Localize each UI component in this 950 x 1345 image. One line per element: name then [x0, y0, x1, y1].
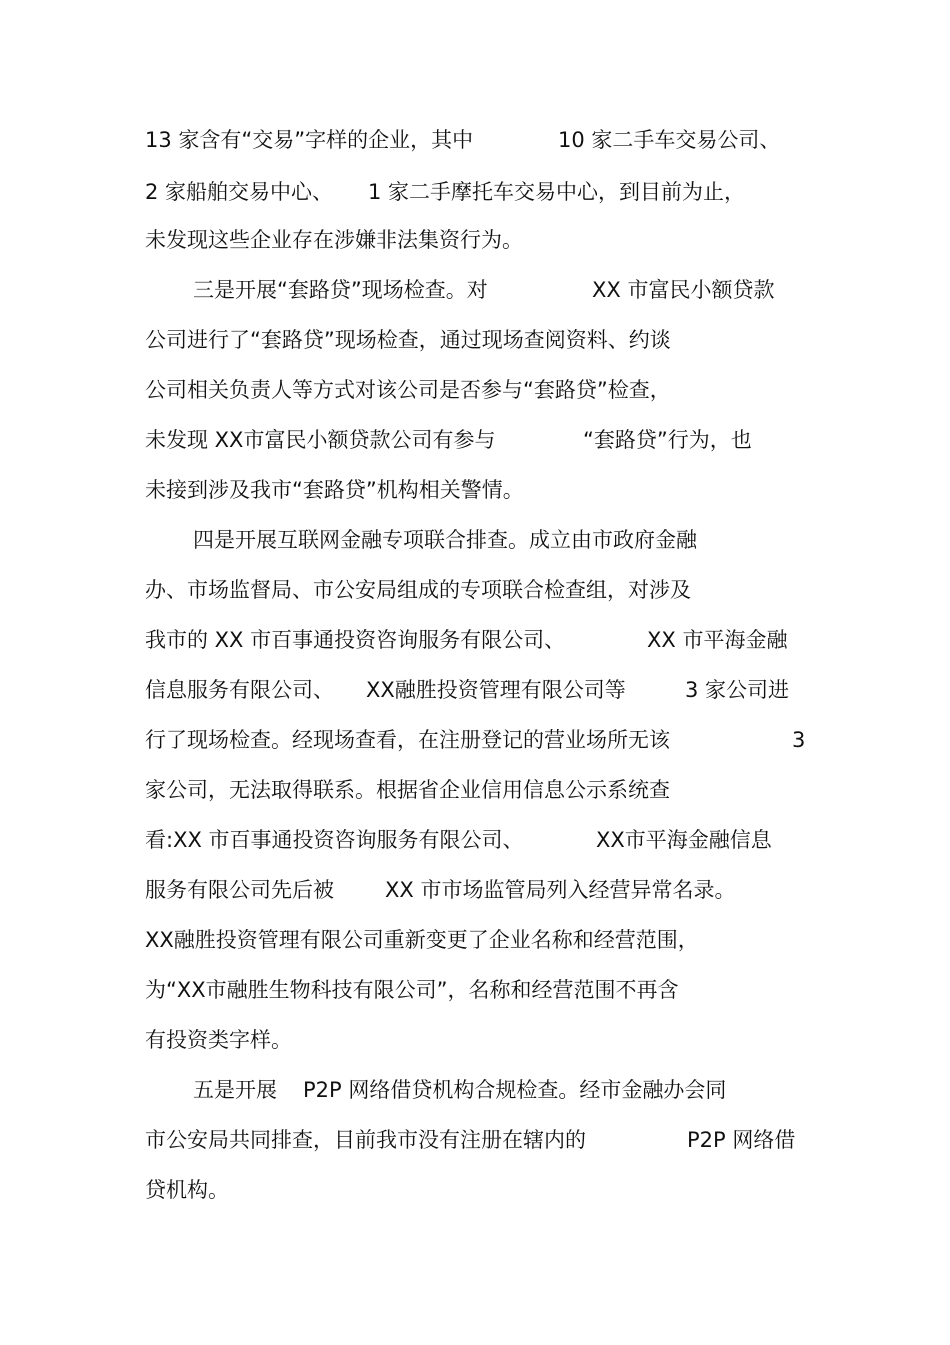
text-segment: XX 市平海金融 — [647, 628, 788, 652]
text-segment: XX融胜投资管理有限公司重新变更了企业名称和经营范围， — [145, 928, 699, 952]
text-segment: 我市的 XX 市百事通投资咨询服务有限公司、 — [145, 628, 566, 652]
text-line — [0, 573, 950, 607]
text-segment: 公司相关负责人等方式对该公司是否参与“套路贷”检查， — [145, 378, 671, 402]
text-segment: 公司进行了“套路贷”现场检查，通过现场查阅资料、约谈 — [145, 328, 671, 352]
text-segment: “套路贷”行为，也 — [583, 428, 752, 452]
text-line — [0, 273, 950, 307]
text-line — [0, 1173, 950, 1207]
text-segment: 办、市场监督局、市公安局组成的专项联合检查组，对涉及 — [145, 578, 691, 602]
text-line — [0, 973, 950, 1007]
text-segment: 2 家船舶交易中心、 — [145, 180, 334, 204]
text-segment: 四是开展互联网金融专项联合排查。成立由市政府金融 — [193, 528, 697, 552]
text-line — [0, 323, 950, 357]
text-line — [0, 723, 950, 757]
text-segment: 10 家二手车交易公司、 — [558, 128, 781, 152]
text-segment: 行了现场检查。经现场查看，在注册登记的营业场所无该 — [145, 728, 670, 752]
text-segment: 贷机构。 — [145, 1178, 229, 1202]
text-segment: P2P 网络借 — [687, 1128, 796, 1152]
text-segment: 未发现这些企业存在涉嫌非法集资行为。 — [145, 228, 523, 252]
text-line — [0, 423, 950, 457]
text-segment: 有投资类字样。 — [145, 1028, 292, 1052]
text-line — [0, 175, 950, 209]
text-segment: P2P 网络借贷机构合规检查。经市金融办会同 — [303, 1078, 727, 1102]
text-line — [0, 223, 950, 257]
text-line — [0, 523, 950, 557]
text-line — [0, 623, 950, 657]
text-segment: 三是开展“套路贷”现场检查。对 — [193, 278, 488, 302]
text-line — [0, 123, 950, 157]
text-line — [0, 1023, 950, 1057]
text-segment: 信息服务有限公司、 — [145, 678, 334, 702]
text-segment: 1 家二手摩托车交易中心，到目前为止， — [368, 180, 746, 204]
text-line — [0, 823, 950, 857]
text-line — [0, 1123, 950, 1157]
text-line — [0, 373, 950, 407]
text-segment: 未接到涉及我市“套路贷”机构相关警情。 — [145, 478, 524, 502]
text-segment: 为“XX市融胜生物科技有限公司”，名称和经营范围不再含 — [145, 978, 679, 1002]
text-segment: 3 家公司进 — [685, 678, 790, 702]
text-segment: 看:XX 市百事通投资咨询服务有限公司、 — [145, 828, 524, 852]
text-line — [0, 473, 950, 507]
text-line — [0, 1073, 950, 1107]
text-segment: 五是开展 — [193, 1078, 277, 1102]
text-line — [0, 873, 950, 907]
text-segment: XX融胜投资管理有限公司等 — [366, 678, 626, 702]
text-segment: 服务有限公司先后被 — [145, 878, 334, 902]
text-line — [0, 673, 950, 707]
text-line — [0, 923, 950, 957]
text-line — [0, 773, 950, 807]
text-segment: 家公司，无法取得联系。根据省企业信用信息公示系统查 — [145, 778, 670, 802]
text-segment: XX市平海金融信息 — [596, 828, 772, 852]
text-segment: 市公安局共同排查，目前我市没有注册在辖内的 — [145, 1128, 586, 1152]
text-segment: XX 市市场监管局列入经营异常名录。 — [385, 878, 736, 902]
text-segment: 13 家含有“交易”字样的企业，其中 — [145, 128, 474, 152]
text-segment: 3 — [792, 728, 806, 752]
text-segment: 未发现 XX市富民小额贷款公司有参与 — [145, 428, 496, 452]
text-segment: XX 市富民小额贷款 — [592, 278, 775, 302]
